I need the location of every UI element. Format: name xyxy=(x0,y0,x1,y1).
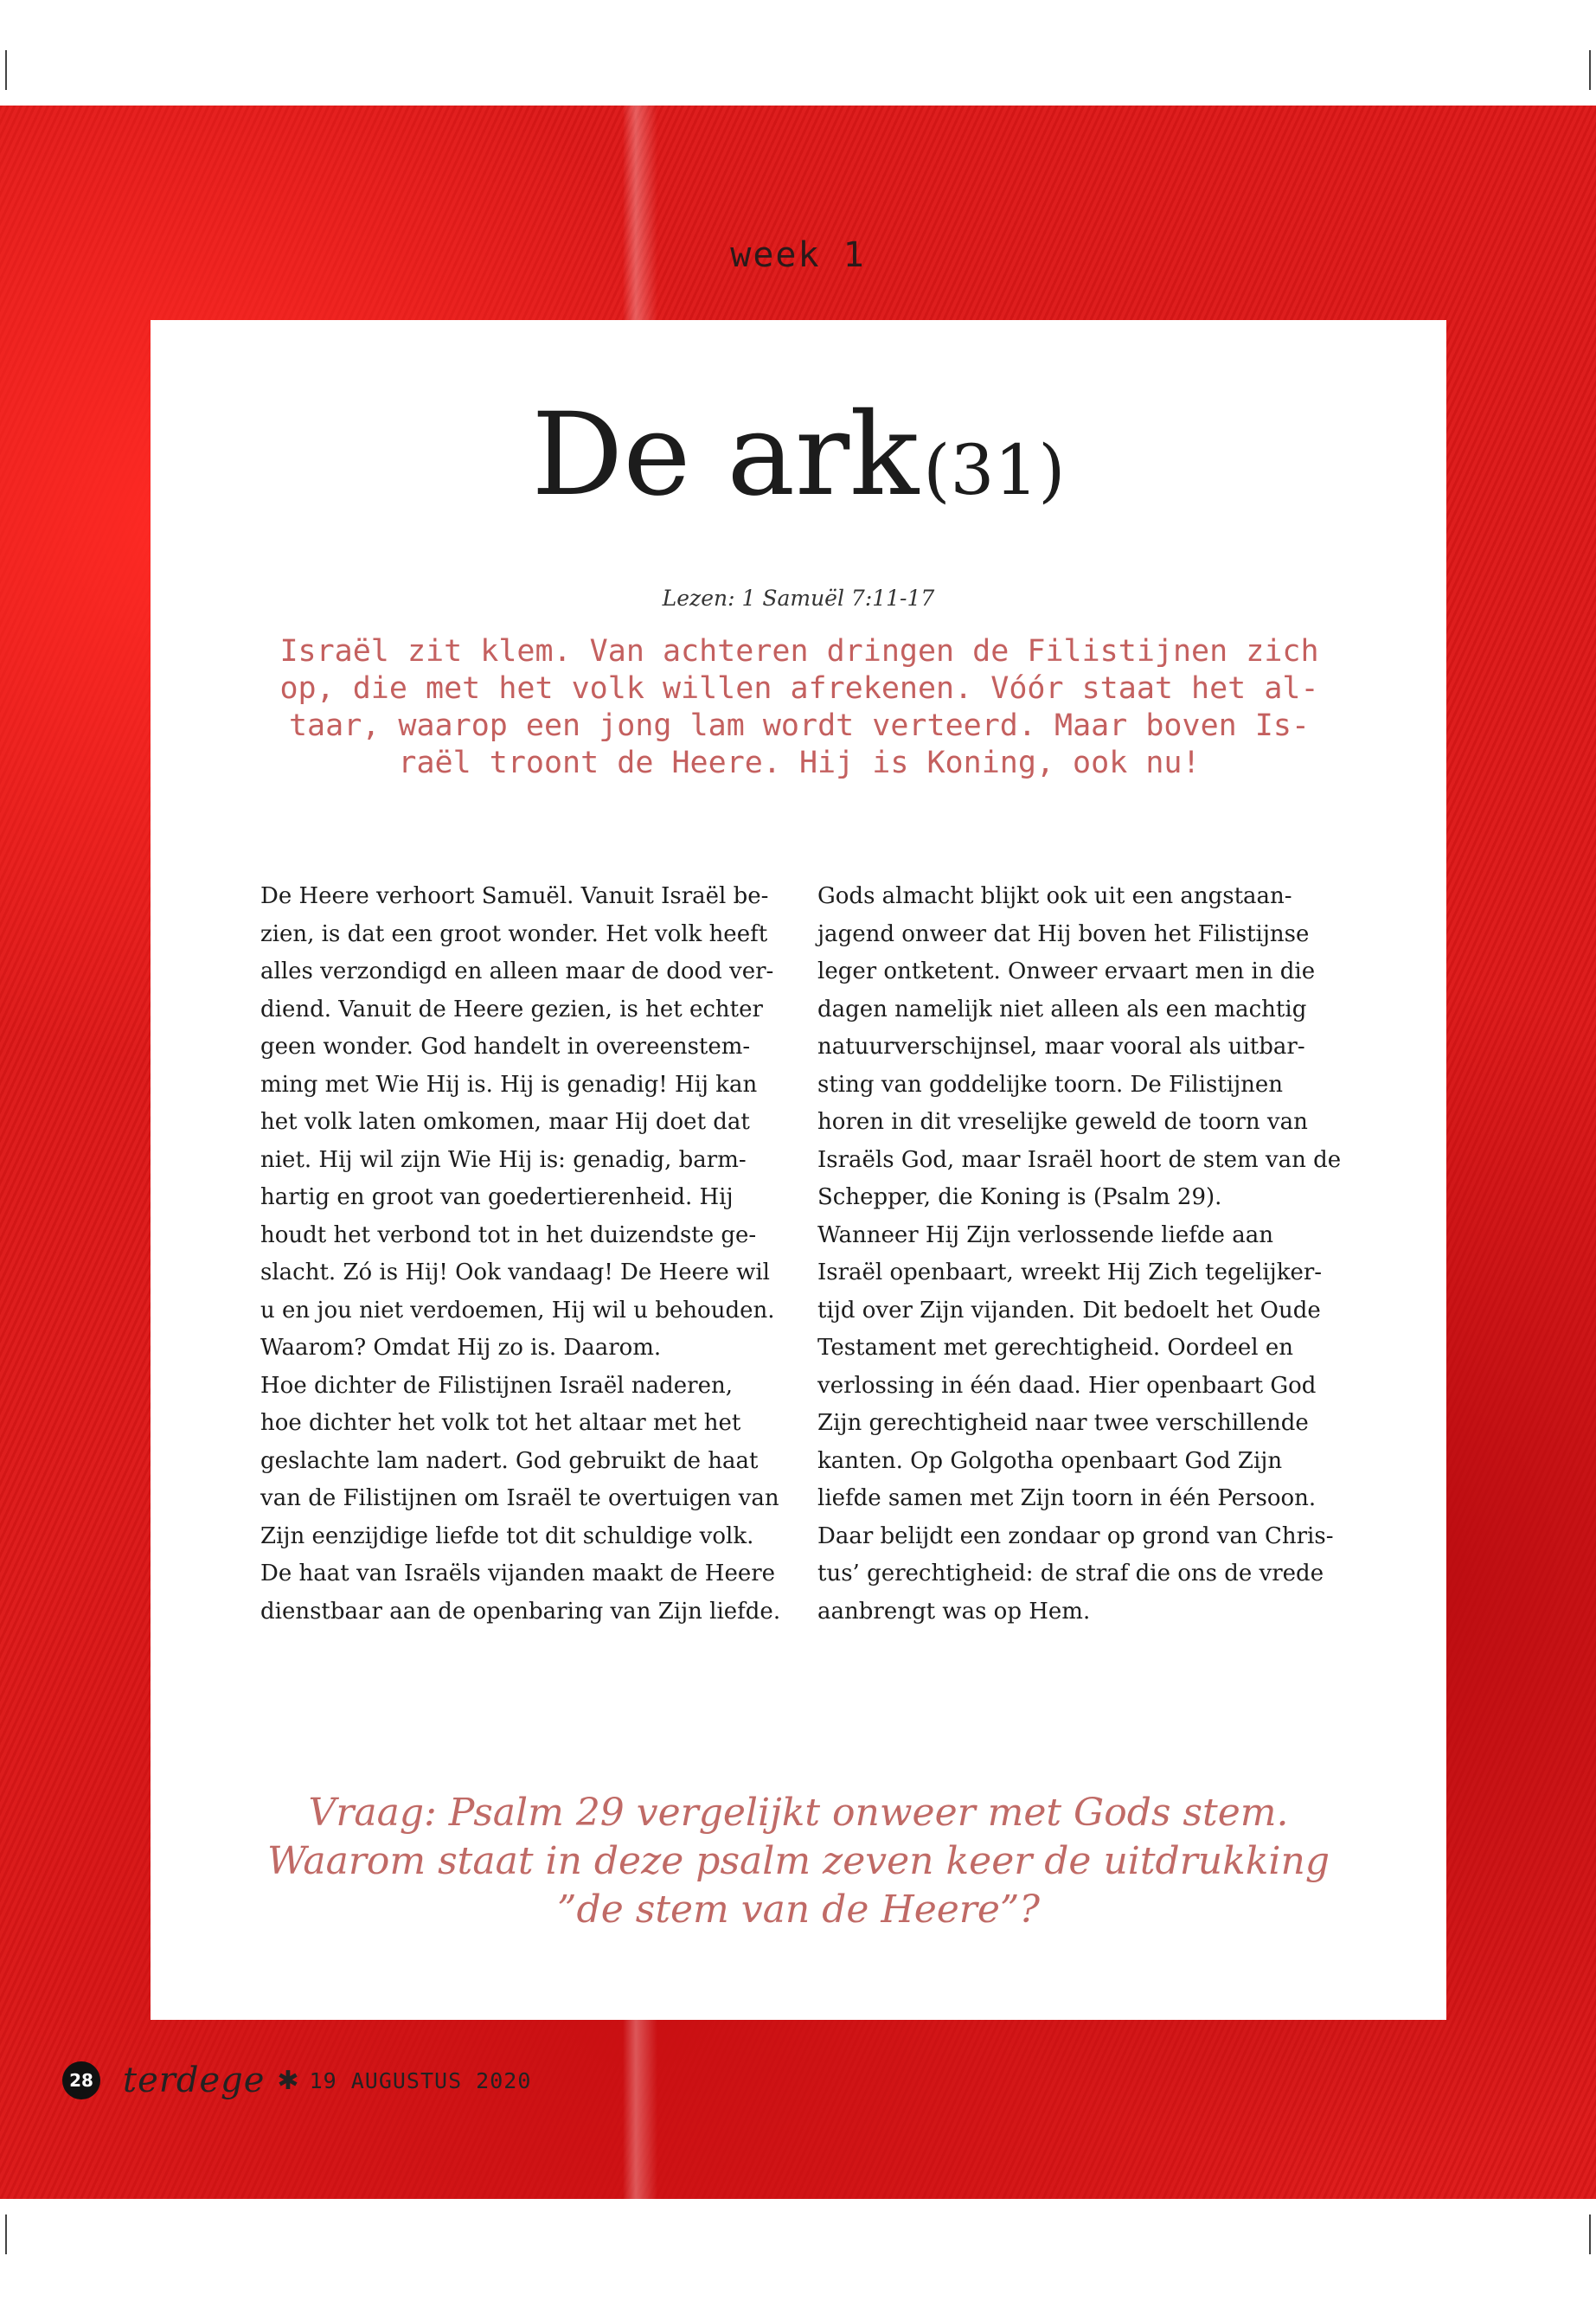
crop-mark-bottom-left xyxy=(5,2214,7,2254)
body-line: Israëls God, maar Israël hoort de stem van de xyxy=(817,1146,1342,1173)
body-line: het volk laten omkomen, maar Hij doet dat xyxy=(260,1109,750,1135)
intro-line: op, die met het volk willen afrekenen. Vóór staat het al- xyxy=(279,671,1319,706)
body-line: natuurverschijnsel, maar vooral als uitbar- xyxy=(817,1034,1305,1060)
body-line: slacht. Zó is Hij! Ook vandaag! De Heere wil xyxy=(260,1259,770,1285)
article-panel xyxy=(151,320,1446,2020)
body-line: Daar belijdt een zondaar op grond van Chris- xyxy=(817,1522,1334,1549)
body-line: Zijn gerechtigheid naar twee verschillende xyxy=(817,1410,1309,1436)
asterisk-icon: ✱ xyxy=(277,2065,299,2096)
body-line: niet. Hij wil zijn Wie Hij is: genadig, barm- xyxy=(260,1146,747,1173)
body-line: Hoe dichter de Filistijnen Israël naderen, xyxy=(260,1372,733,1399)
body-line: horen in dit vreselijke geweld de toorn van xyxy=(817,1109,1308,1135)
week-label: week 1 xyxy=(730,235,866,275)
body-line: alles verzondigd en alleen maar de dood ver- xyxy=(260,958,774,984)
body-line: Testament met gerechtigheid. Oordeel en xyxy=(817,1335,1293,1361)
body-line: De Heere verhoort Samuël. Vanuit Israël be- xyxy=(260,883,769,909)
question-line: Waarom staat in deze psalm zeven keer de uitdrukking xyxy=(267,1839,1330,1883)
body-line: Waarom? Omdat Hij zo is. Daarom. xyxy=(260,1335,662,1361)
crop-mark-bottom-right xyxy=(1589,2214,1591,2254)
body-line: dagen namelijk niet alleen als een machtig xyxy=(817,996,1307,1022)
body-line: Wanneer Hij Zijn verlossende liefde aan xyxy=(817,1221,1273,1248)
body-line: Schepper, die Koning is (Psalm 29). xyxy=(817,1184,1222,1210)
body-line: kanten. Op Golgotha openbaart God Zijn xyxy=(817,1447,1283,1474)
question-line: Vraag: Psalm 29 vergelijkt onweer met Gods stem. xyxy=(308,1791,1289,1835)
page-number-badge: 28 xyxy=(62,2061,100,2099)
question-line: ”de stem van de Heere”? xyxy=(557,1888,1040,1932)
body-line: liefde samen met Zijn toorn in één Persoon. xyxy=(817,1485,1317,1511)
body-line: Zijn eenzijdige liefde tot dit schuldige volk. xyxy=(260,1522,754,1549)
body-line: houdt het verbond tot in het duizendste ge- xyxy=(260,1221,757,1248)
intro-line: raël troont de Heere. Hij is Koning, ook nu! xyxy=(398,746,1201,780)
article-title xyxy=(151,388,1446,522)
intro-paragraph xyxy=(254,633,1344,782)
issue-date: 19 AUGUSTUS 2020 xyxy=(309,2067,532,2093)
body-line: hartig en groot van goedertierenheid. Hij xyxy=(260,1184,734,1210)
body-line: geslachte lam nadert. God gebruikt de haat xyxy=(260,1447,759,1474)
body-line: verlossing in één daad. Hier openbaart God xyxy=(817,1372,1317,1399)
crop-mark-top-right xyxy=(1589,50,1591,90)
intro-line: taar, waarop een jong lam wordt verteerd. Maar boven Is- xyxy=(288,708,1311,743)
intro-line: Israël zit klem. Van achteren dringen de Filistijnen zich xyxy=(279,634,1319,669)
body-column-left xyxy=(260,878,797,1631)
body-line: van de Filistijnen om Israël te overtuigen van xyxy=(260,1485,779,1511)
crop-mark-top-left xyxy=(5,50,7,90)
magazine-logo: terdege xyxy=(123,2061,266,2100)
body-line: dienstbaar aan de openbaring van Zijn liefde. xyxy=(260,1598,781,1625)
body-line: De haat van Israëls vijanden maakt de Heere xyxy=(260,1561,776,1586)
body-line: leger ontketent. Onweer ervaart men in die xyxy=(817,958,1316,984)
body-column-right xyxy=(817,878,1354,1631)
body-line: tus’ gerechtigheid: de straf die ons de vrede xyxy=(817,1561,1324,1586)
title-text: De ark xyxy=(531,388,920,522)
body-line: u en jou niet verdoemen, Hij wil u behouden. xyxy=(260,1297,775,1324)
body-line: diend. Vanuit de Heere gezien, is het echter xyxy=(260,996,763,1022)
reading-reference: Lezen: 1 Samuël 7:11-17 xyxy=(662,586,935,611)
body-line: aanbrengt was op Hem. xyxy=(817,1598,1091,1625)
body-line: zien, is dat een groot wonder. Het volk heeft xyxy=(260,920,768,947)
body-line: sting van goddelijke toorn. De Filistijnen xyxy=(817,1071,1284,1098)
body-line: jagend onweer dat Hij boven het Filistijnse xyxy=(817,920,1310,947)
body-line: hoe dichter het volk tot het altaar met het xyxy=(260,1410,741,1436)
body-line: Gods almacht blijkt ook uit een angstaan- xyxy=(817,883,1292,909)
title-number: (31) xyxy=(923,430,1066,510)
body-line: ming met Wie Hij is. Hij is genadig! Hij kan xyxy=(260,1071,758,1098)
question-block xyxy=(202,1789,1394,1934)
body-line: Israël openbaart, wreekt Hij Zich tegelijker- xyxy=(817,1259,1323,1285)
body-line: geen wonder. God handelt in overeenstem- xyxy=(260,1034,751,1060)
page-footer xyxy=(62,2061,531,2100)
body-line: tijd over Zijn vijanden. Dit bedoelt het Oude xyxy=(817,1297,1321,1324)
